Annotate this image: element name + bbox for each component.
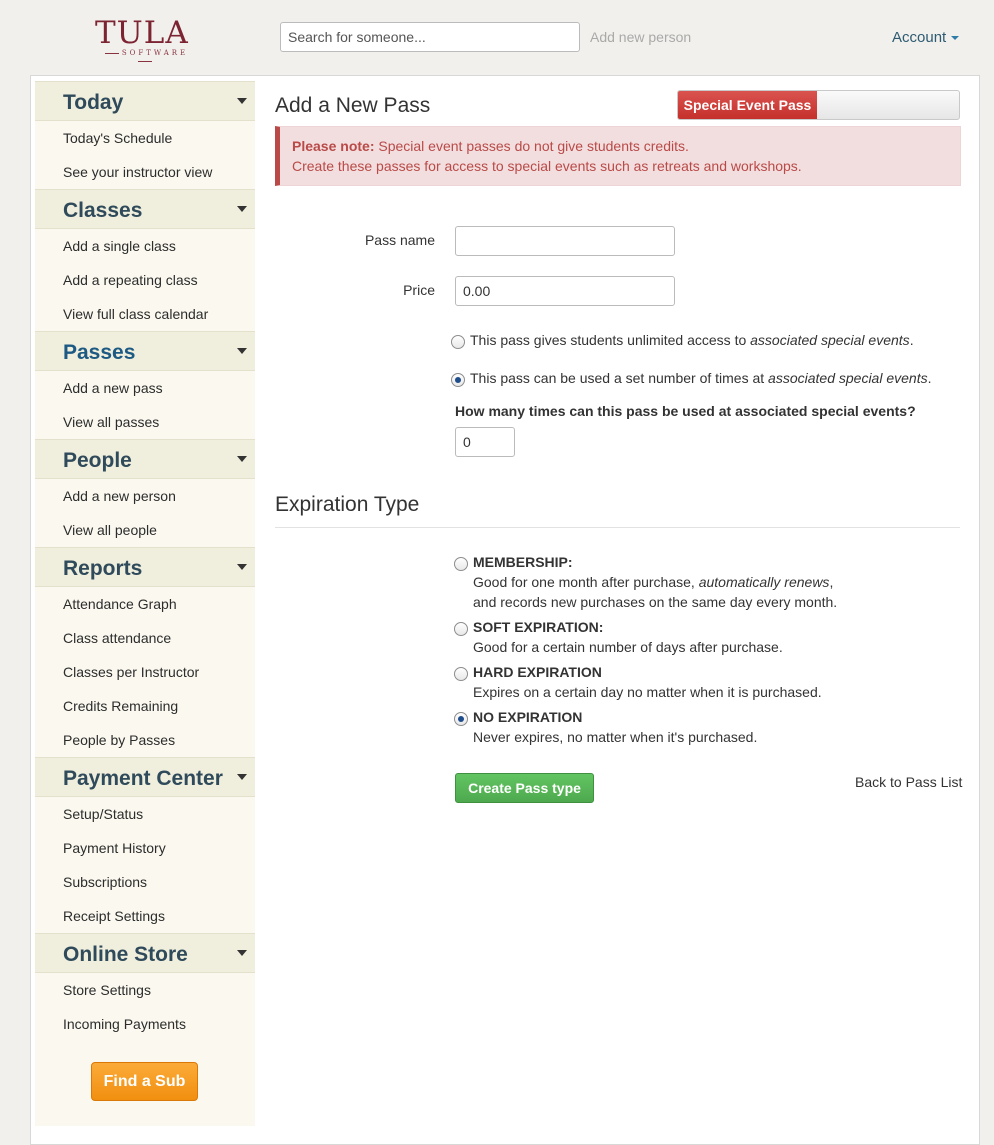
sidebar-item-view-all-people[interactable]: View all people xyxy=(63,522,157,538)
radio1-end: . xyxy=(909,332,914,348)
top-bar xyxy=(0,0,994,74)
account-label: Account xyxy=(892,29,947,46)
sidebar-item-credits-remaining[interactable]: Credits Remaining xyxy=(63,698,179,714)
chevron-down-icon[interactable] xyxy=(237,774,247,780)
section-title: Payment Center xyxy=(63,767,223,790)
sidebar-section-today[interactable] xyxy=(35,81,255,121)
membership-description xyxy=(473,572,837,612)
chevron-down-icon[interactable] xyxy=(237,348,247,354)
soft-expiration-radio[interactable] xyxy=(454,622,468,636)
sidebar-section-reports[interactable] xyxy=(35,547,255,587)
add-new-person-link[interactable]: Add new person xyxy=(590,29,692,45)
no-expiration-label[interactable]: NO EXPIRATION xyxy=(473,709,583,725)
sidebar-item-add-repeating-class[interactable]: Add a repeating class xyxy=(63,272,198,288)
chevron-down-icon[interactable] xyxy=(237,206,247,212)
membership-desc-comma: , xyxy=(829,574,834,590)
no-expiration-radio[interactable] xyxy=(454,712,468,726)
alert-text-1: Special event passes do not give students credits. xyxy=(378,138,689,154)
radio2-text: This pass can be used a set number of times at xyxy=(470,370,769,386)
chevron-down-icon[interactable] xyxy=(237,456,247,462)
membership-desc-line-1 xyxy=(473,572,837,592)
membership-radio[interactable] xyxy=(454,557,468,571)
sidebar-item-subscriptions[interactable]: Subscriptions xyxy=(63,874,148,890)
hard-expiration-radio[interactable] xyxy=(454,667,468,681)
no-expiration-description: Never expires, no matter when it's purchased. xyxy=(473,729,758,745)
sidebar-section-online-store[interactable] xyxy=(35,933,255,973)
membership-desc-line-2: and records new purchases on the same day every month. xyxy=(473,594,838,610)
times-input[interactable] xyxy=(455,427,515,457)
find-sub-container xyxy=(35,1041,255,1121)
section-title: Online Store xyxy=(63,943,188,966)
alert-line-1 xyxy=(292,136,948,156)
section-title: People xyxy=(63,449,132,472)
special-event-pass-toggle[interactable]: Special Event Pass xyxy=(678,91,817,119)
sidebar xyxy=(35,81,255,1126)
back-to-pass-list-link[interactable]: Back to Pass List xyxy=(855,774,963,790)
find-a-sub-button[interactable]: Find a Sub xyxy=(91,1062,198,1101)
radio1-text: This pass gives students unlimited access to xyxy=(470,332,751,348)
section-title: Reports xyxy=(63,557,143,580)
pass-type-toggle[interactable] xyxy=(677,90,960,120)
chevron-down-icon xyxy=(951,36,959,40)
note-alert xyxy=(275,126,961,186)
section-title: Today xyxy=(63,91,124,114)
set-number-radio[interactable] xyxy=(451,373,465,387)
page-title: Add a New Pass xyxy=(275,94,431,117)
logo-subtext: SOFTWARE xyxy=(97,49,193,65)
sidebar-item-store-settings[interactable]: Store Settings xyxy=(63,982,151,998)
radio1-emphasis: associated special events xyxy=(750,332,910,348)
sidebar-item-add-new-person[interactable]: Add a new person xyxy=(63,488,176,504)
chevron-down-icon[interactable] xyxy=(237,564,247,570)
tula-logo[interactable] xyxy=(95,14,195,60)
sidebar-section-people[interactable] xyxy=(35,439,255,479)
price-label: Price xyxy=(403,282,435,298)
unlimited-access-label[interactable] xyxy=(470,332,914,348)
sidebar-item-add-single-class[interactable]: Add a single class xyxy=(63,238,176,254)
sidebar-item-people-by-passes[interactable]: People by Passes xyxy=(63,732,176,748)
pass-name-label: Pass name xyxy=(364,232,435,248)
expiration-type-heading: Expiration Type xyxy=(275,493,420,516)
sidebar-section-payment-center[interactable] xyxy=(35,757,255,797)
sidebar-section-classes[interactable] xyxy=(35,189,255,229)
sidebar-item-receipt-settings[interactable]: Receipt Settings xyxy=(63,908,165,924)
membership-label[interactable]: MEMBERSHIP: xyxy=(473,554,573,570)
sidebar-item-class-calendar[interactable]: View full class calendar xyxy=(63,306,209,322)
sidebar-item-incoming-payments[interactable]: Incoming Payments xyxy=(63,1016,186,1032)
pass-name-input[interactable] xyxy=(455,226,675,256)
hard-expiration-label[interactable]: HARD EXPIRATION xyxy=(473,664,602,680)
chevron-down-icon[interactable] xyxy=(237,950,247,956)
sidebar-item-instructor-view[interactable]: See your instructor view xyxy=(63,164,213,180)
hard-expiration-description: Expires on a certain day no matter when it is purchased. xyxy=(473,684,822,700)
times-question: How many times can this pass be used at associated special events? xyxy=(455,403,916,419)
soft-expiration-description: Good for a certain number of days after purchase. xyxy=(473,639,783,655)
sidebar-item-setup-status[interactable]: Setup/Status xyxy=(63,806,144,822)
membership-desc-emphasis: automatically renews xyxy=(698,574,830,590)
alert-text-2: Create these passes for access to special events such as retreats and workshops. xyxy=(292,158,802,174)
alert-bold-label: Please note: xyxy=(292,138,375,154)
sidebar-section-passes[interactable] xyxy=(35,331,255,371)
price-input[interactable] xyxy=(455,276,675,306)
chevron-down-icon[interactable] xyxy=(237,98,247,104)
logo-text: TULA xyxy=(95,15,189,51)
create-pass-type-button[interactable]: Create Pass type xyxy=(455,773,594,803)
sidebar-item-class-attendance[interactable]: Class attendance xyxy=(63,630,172,646)
radio2-end: . xyxy=(927,370,932,386)
search-input[interactable] xyxy=(280,22,580,52)
sidebar-item-payment-history[interactable]: Payment History xyxy=(63,840,166,856)
radio2-emphasis: associated special events xyxy=(768,370,928,386)
divider xyxy=(275,527,960,528)
section-title: Passes xyxy=(63,341,136,364)
sidebar-item-classes-per-instructor[interactable]: Classes per Instructor xyxy=(63,664,200,680)
sidebar-item-todays-schedule[interactable]: Today's Schedule xyxy=(63,130,173,146)
unlimited-access-radio[interactable] xyxy=(451,335,465,349)
sidebar-item-add-new-pass[interactable]: Add a new pass xyxy=(63,380,163,396)
sidebar-item-view-all-passes[interactable]: View all passes xyxy=(63,414,160,430)
section-title: Classes xyxy=(63,199,143,222)
sidebar-item-attendance-graph[interactable]: Attendance Graph xyxy=(63,596,177,612)
membership-desc-text: Good for one month after purchase, xyxy=(473,574,699,590)
account-menu[interactable] xyxy=(892,29,959,46)
set-number-label[interactable] xyxy=(470,370,931,386)
soft-expiration-label[interactable]: SOFT EXPIRATION: xyxy=(473,619,604,635)
